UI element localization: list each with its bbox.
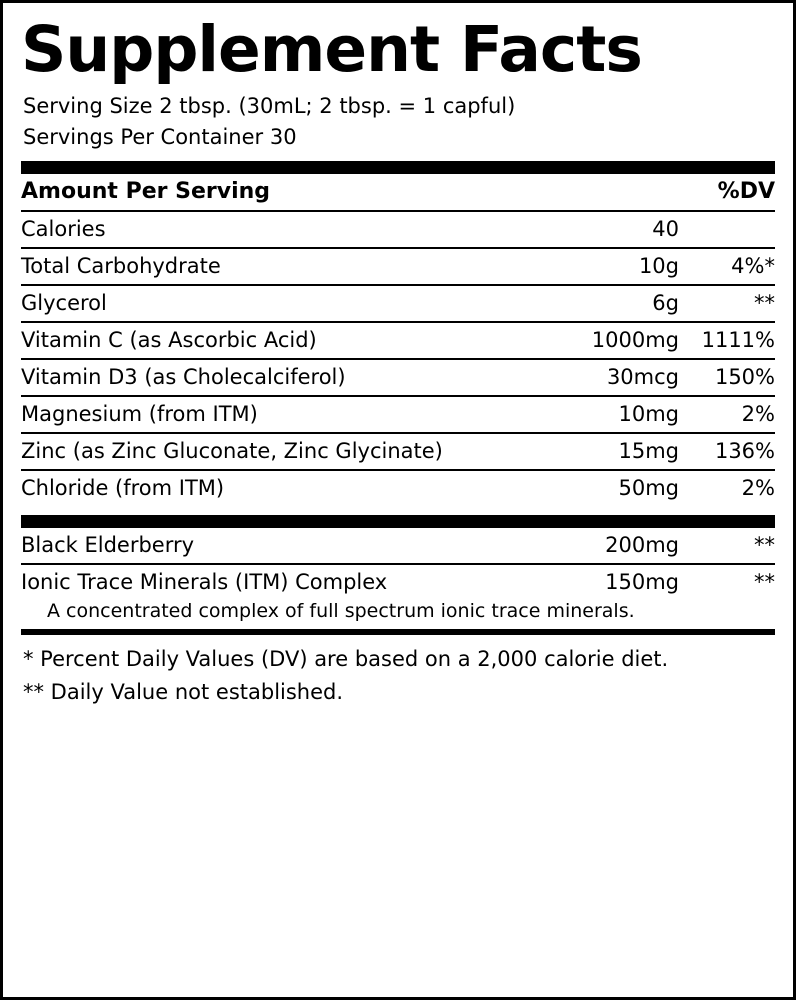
nutrient-name: Glycerol	[21, 285, 566, 322]
nutrient-name: Total Carbohydrate	[21, 248, 566, 285]
nutrient-dv	[679, 211, 775, 248]
table-row	[21, 248, 775, 285]
table-row	[21, 396, 775, 433]
nutrient-name: Vitamin D3 (as Cholecalciferol)	[21, 359, 566, 396]
nutrient-dv: 2%	[679, 396, 775, 433]
amount-header-spacer	[566, 174, 679, 211]
nutrient-amount: 30mcg	[566, 359, 679, 396]
table-row	[21, 470, 775, 506]
nutrient-name: Zinc (as Zinc Gluconate, Zinc Glycinate)	[21, 433, 566, 470]
ingredient-dv: **	[754, 570, 775, 595]
nutrient-name: Magnesium (from ITM)	[21, 396, 566, 433]
nutrient-amount: 15mg	[566, 433, 679, 470]
nutrient-dv: 136%	[679, 433, 775, 470]
nutrient-dv: 150%	[679, 359, 775, 396]
nutrient-dv: **	[679, 285, 775, 322]
ingredient-name: Black Elderberry	[21, 528, 569, 564]
page-title: Supplement Facts	[21, 13, 642, 86]
table-row	[21, 528, 775, 564]
table-row	[21, 564, 775, 600]
footnote-not-established: ** Daily Value not established.	[23, 679, 344, 704]
ingredient-amount: 150mg	[605, 570, 679, 595]
nutrient-dv: 2%	[741, 476, 775, 501]
nutrient-amount: 6g	[566, 285, 679, 322]
divider-thick-middle	[21, 515, 775, 528]
nutrient-amount: 40	[566, 211, 679, 248]
nutrient-name: Calories	[21, 211, 566, 248]
nutrition-table-secondary	[21, 528, 775, 600]
divider-thick-top	[21, 161, 775, 174]
ingredient-description: A concentrated complex of full spectrum ionic trace minerals.	[47, 600, 635, 623]
nutrient-amount: 10g	[566, 248, 679, 285]
nutrient-amount: 10mg	[566, 396, 679, 433]
ingredient-dv: **	[679, 528, 775, 564]
table-row	[21, 359, 775, 396]
nutrient-amount: 1000mg	[566, 322, 679, 359]
table-row	[21, 433, 775, 470]
nutrient-dv: 4%*	[679, 248, 775, 285]
table-row	[21, 211, 775, 248]
amount-per-serving-header: Amount Per Serving	[21, 174, 566, 211]
table-row	[21, 322, 775, 359]
nutrient-name: Vitamin C (as Ascorbic Acid)	[21, 322, 566, 359]
footnote-daily-value: * Percent Daily Values (DV) are based on a 2,000 calorie diet.	[23, 647, 669, 672]
table-row	[21, 285, 775, 322]
nutrient-dv: 1111%	[679, 322, 775, 359]
nutrition-table-primary	[21, 174, 775, 506]
ingredient-name: Ionic Trace Minerals (ITM) Complex	[21, 570, 388, 595]
table-header-row	[21, 174, 775, 211]
dv-header: %DV	[679, 174, 775, 211]
servings-per-container-line: Servings Per Container 30	[23, 124, 297, 149]
serving-size-line: Serving Size 2 tbsp. (30mL; 2 tbsp. = 1 capful)	[23, 94, 516, 119]
ingredient-amount: 200mg	[569, 528, 679, 564]
nutrient-amount: 50mg	[618, 476, 679, 501]
nutrient-name: Chloride (from ITM)	[21, 476, 225, 501]
